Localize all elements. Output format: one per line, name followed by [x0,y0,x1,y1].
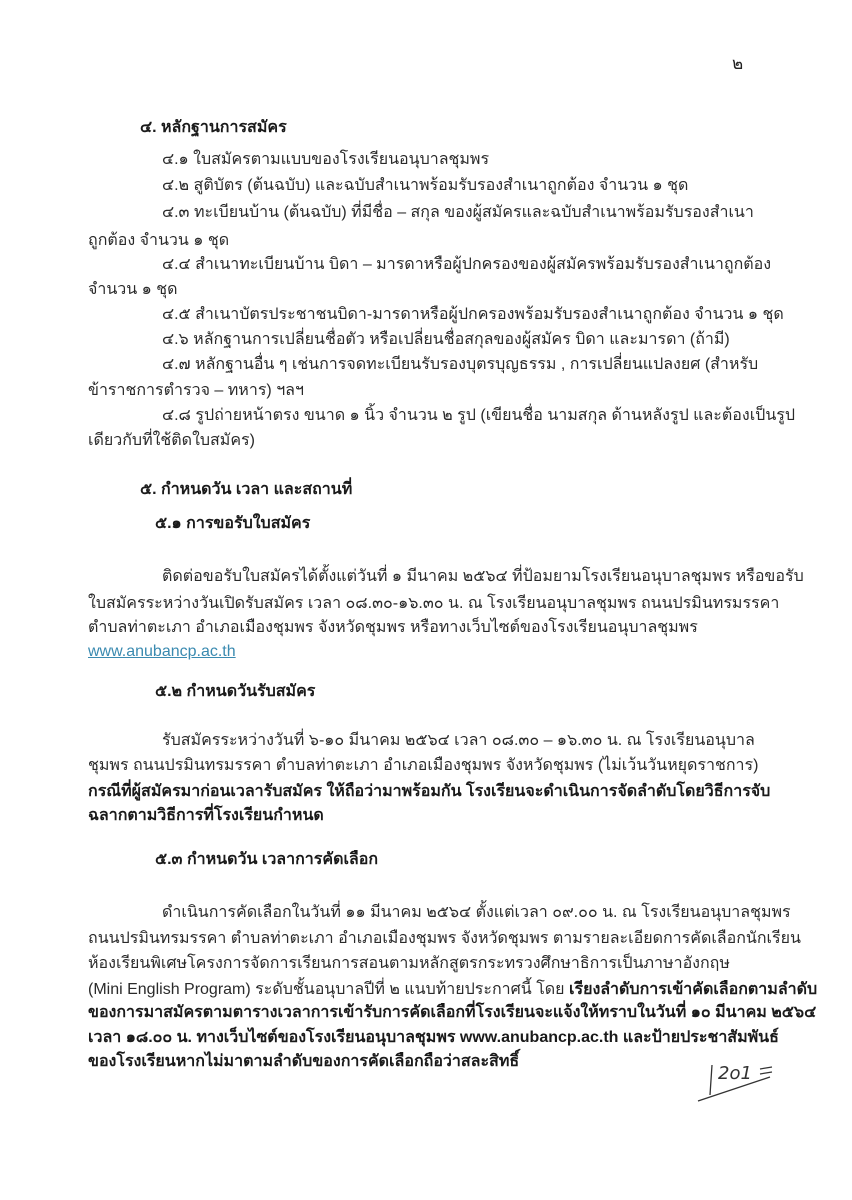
text-line [88,781,770,803]
section-heading [140,479,352,501]
text-segment: จำนวน ๑ ชุด [88,281,178,298]
text-line [88,953,730,975]
text-line [88,230,229,252]
text-segment: ๕.๑ การขอรับใบสมัคร [155,515,311,532]
text-line [162,902,791,924]
text-line [162,149,489,171]
text-line [88,805,324,827]
text-line [162,405,795,427]
signature [690,1055,790,1110]
text-segment: รับสมัครระหว่างวันที่ ๖-๑๐ มีนาคม ๒๕๖๔ เวลา ๐๘.๓๐ – ๑๖.๓๐ น. ณ โรงเรียนอนุบาล [162,732,755,749]
text-segment: เรียงลำดับการเข้าคัดเลือกตามลำดับ [569,981,818,998]
text-segment: ๔.๓ ทะเบียนบ้าน (ต้นฉบับ) ที่มีชื่อ – สกุล ของผู้สมัครและฉบับสำเนาพร้อมรับรองสำเนา [162,204,754,221]
text-segment: ชุมพร ถนนปรมินทรมรรคา ตำบลท่าตะเภา อำเภอเมืองชุมพร จังหวัดชุมพร (ไม่เว้นวันหยุดราชการ) [88,757,759,774]
text-line [162,202,754,224]
text-line [88,928,801,950]
text-line [88,1002,816,1024]
section-heading [140,117,287,139]
text-segment: ๔.๑ ใบสมัครตามแบบของโรงเรียนอนุบาลชุมพร [162,151,490,168]
text-segment: ห้องเรียนพิเศษโครงการจัดการเรียนการสอนตามหลักสูตรกระทรวงศึกษาธิการเป็นภาษาอังกฤษ [88,955,730,972]
subsection-heading [155,849,378,871]
text-line [88,979,817,1001]
text-segment: ๔.๔ สำเนาทะเบียนบ้าน บิดา – มารดาหรือผู้ปกครองของผู้สมัครพร้อมรับรองสำเนาถูกต้อง [162,256,772,273]
text-segment: (Mini English Program) ระดับชั้นอนุบาลปีที่ ๒ แนบท้ายประกาศนี้ โดย [88,981,569,998]
text-segment: ๔. หลักฐานการสมัคร [140,119,287,136]
text-segment: ดำเนินการคัดเลือกในวันที่ ๑๑ มีนาคม ๒๕๖๔ ตั้งแต่เวลา ๐๙.๐๐ น. ณ โรงเรียนอนุบาลชุมพร [162,904,791,921]
text-line [162,566,804,588]
text-line [88,380,304,402]
text-segment: ถูกต้อง จำนวน ๑ ชุด [88,232,230,249]
text-line [88,617,698,639]
text-segment: ๔.๕ สำเนาบัตรประชาชนบิดา-มารดาหรือผู้ปกครองพร้อมรับรองสำเนาถูกต้อง จำนวน ๑ ชุด [162,306,784,323]
text-segment: ๔.๒ สูติบัตร (ต้นฉบับ) และฉบับสำเนาพร้อมรับรองสำเนาถูกต้อง จำนวน ๑ ชุด [162,177,689,194]
subsection-heading [155,513,310,535]
text-segment: ถนนปรมินทรมรรคา ตำบลท่าตะเภา อำเภอเมืองชุมพร จังหวัดชุมพร ตามรายละเอียดการคัดเลือกนักเรียน [88,930,801,947]
svg-text:2o1: 2o1 [718,1063,752,1084]
text-line [88,1027,779,1049]
text-line [88,279,178,301]
text-segment: ของโรงเรียนหากไม่มาตามลำดับของการคัดเลือกถือว่าสละสิทธิ์ [88,1053,520,1070]
website-link[interactable]: www.anubancp.ac.th [88,643,236,660]
text-segment: ข้าราชการตำรวจ – ทหาร) ฯลฯ [88,382,304,399]
text-line [162,329,730,351]
text-line [88,593,779,615]
text-line [162,175,688,197]
text-segment: ๔.๗ หลักฐานอื่น ๆ เช่นการจดทะเบียนรับรองบุตรบุญธรรม , การเปลี่ยนแปลงยศ (สำหรับ [162,356,759,373]
text-segment: ใบสมัครระหว่างวันเปิดรับสมัคร เวลา ๐๘.๓๐-๑๖.๓๐ น. ณ โรงเรียนอนุบาลชุมพร ถนนปรมินทรมรรคา [88,595,780,612]
text-segment: ๕.๒ กำหนดวันรับสมัคร [155,683,316,700]
text-line [88,1051,519,1073]
page-number: ๒ [732,54,744,73]
text-segment: ๔.๖ หลักฐานการเปลี่ยนชื่อตัว หรือเปลี่ยนชื่อสกุลของผู้สมัคร บิดา และมารดา (ถ้ามี) [162,331,730,348]
text-segment: เวลา ๑๘.๐๐ น. ทางเว็บไซต์ของโรงเรียนอนุบาลชุมพร www.anubancp.ac.th และป้ายประชาสัมพันธ์ [88,1029,779,1046]
text-segment: ติดต่อขอรับใบสมัครได้ตั้งแต่วันที่ ๑ มีนาคม ๒๕๖๔ ที่ป้อมยามโรงเรียนอนุบาลชุมพร หรือขอรับ [162,568,804,585]
text-line [162,254,771,276]
text-segment: เดียวกับที่ใช้ติดใบสมัคร) [88,432,255,449]
text-segment: ฉลากตามวิธีการที่โรงเรียนกำหนด [88,807,324,824]
text-line [162,354,758,376]
text-segment: ตำบลท่าตะเภา อำเภอเมืองชุมพร จังหวัดชุมพร หรือทางเว็บไซต์ของโรงเรียนอนุบาลชุมพร [88,619,698,636]
subsection-heading [155,681,315,703]
text-line [88,641,236,663]
text-line [88,430,255,452]
text-segment: ๕.๓ กำหนดวัน เวลาการคัดเลือก [155,851,379,868]
text-segment: ๔.๘ รูปถ่ายหน้าตรง ขนาด ๑ นิ้ว จำนวน ๒ รูป (เขียนชื่อ นามสกุล ด้านหลังรูป และต้องเป็นรูป [162,407,796,424]
text-segment: ของการมาสมัครตามตารางเวลาการเข้ารับการคัดเลือกที่โรงเรียนจะแจ้งให้ทราบในวันที่ ๑๐ มีนาคม ๒๕๖๔ [88,1004,817,1021]
text-line [88,755,758,777]
text-line [162,304,784,326]
text-segment: กรณีที่ผู้สมัครมาก่อนเวลารับสมัคร ให้ถือว่ามาพร้อมกัน โรงเรียนจะดำเนินการจัดลำดับโดยวิธีการจับ [88,783,771,800]
text-segment: ๕. กำหนดวัน เวลา และสถานที่ [140,481,353,498]
text-line [162,730,755,752]
